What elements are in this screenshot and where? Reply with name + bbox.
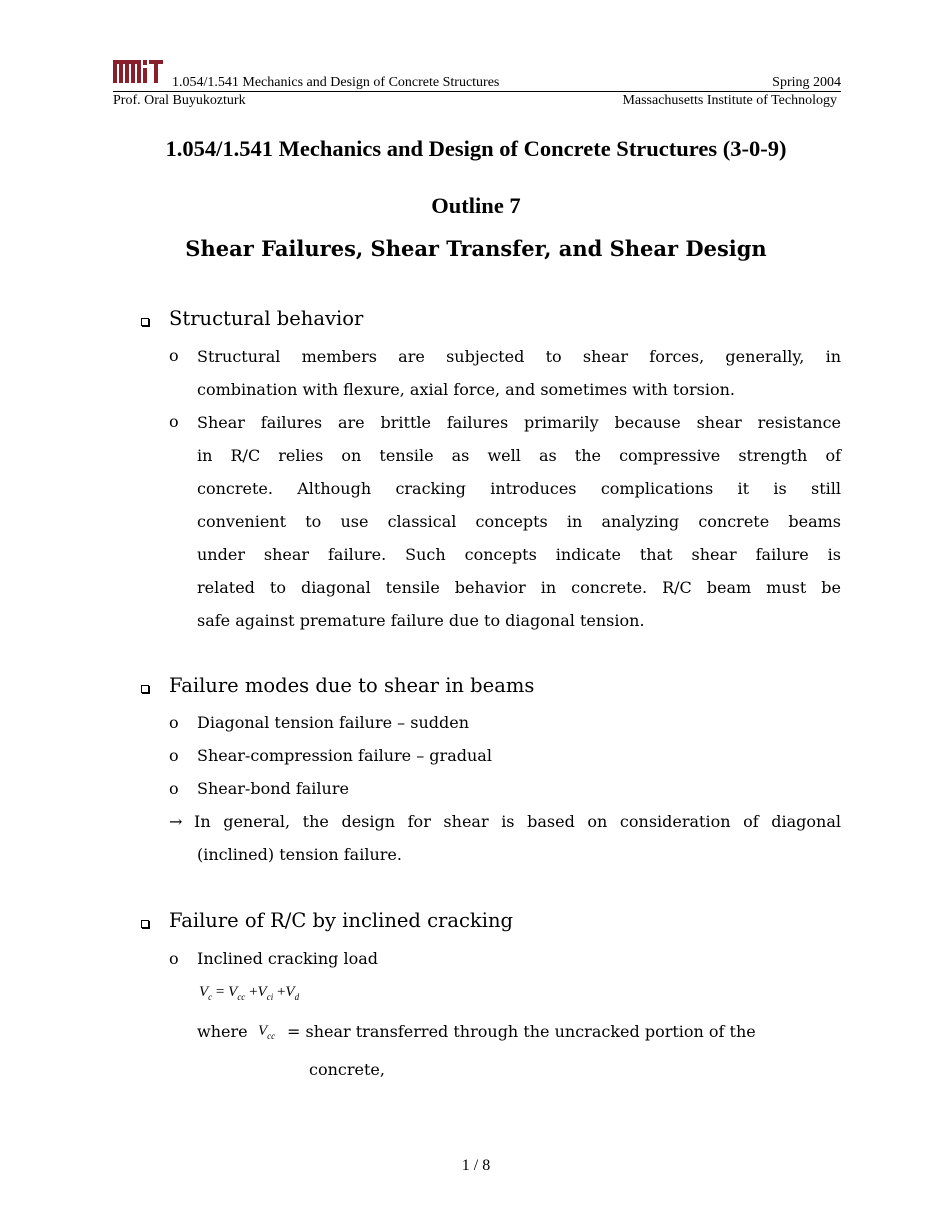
inclined-cracking-equation: $V_c = V_{cc} +V_{ci} +V_d$ [199,984,300,1002]
square-bullet-icon [141,685,149,693]
square-bullet-icon [141,920,149,928]
bullet-text: Shear-compression failure – gradual [197,746,492,765]
paragraph-line: Shear failures are brittle failures primarily because shear resistance [197,413,841,432]
square-bullet-icon [141,318,149,326]
outline-number: Outline 7 [431,193,521,218]
where-symbol: $V_{cc}$ [258,1023,276,1041]
circle-bullet-icon: o [169,949,179,968]
bullet-text: Inclined cracking load [197,949,379,968]
paragraph-line: Structural members are subjected to shear forces, generally, in [197,347,841,366]
arrow-note-line: In general, the design for shear is based on consideration of diagonal [194,812,841,831]
header-institution: Massachusetts Institute of Technology [622,93,837,108]
header-professor: Prof. Oral Buyukozturk [113,93,246,108]
circle-bullet-icon: o [169,713,179,732]
circle-bullet-icon: o [169,346,179,365]
document-subtitle: Shear Failures, Shear Transfer, and Shear Design [185,236,767,261]
header-divider [113,91,841,92]
paragraph-line: in R/C relies on tensile as well as the compressive strength of [197,446,841,465]
where-definition: = shear transferred through the uncracked portion of the [287,1022,756,1041]
circle-bullet-icon: o [169,779,179,798]
paragraph-line: concrete. Although cracking introduces complications it is still [197,479,841,498]
paragraph-line: under shear failure. Such concepts indicate that shear failure is [197,545,841,564]
section-heading: Failure modes due to shear in beams [169,674,535,697]
header-term: Spring 2004 [772,75,841,90]
bullet-text: Shear-bond failure [197,779,349,798]
bullet-paragraph [197,406,841,637]
bullet-paragraph [197,340,841,406]
page-number: 1 / 8 [461,1157,491,1174]
paragraph-line: combination with flexure, axial force, and sometimes with torsion. [197,380,735,399]
bullet-text: Diagonal tension failure – sudden [197,713,470,732]
section-heading: Structural behavior [169,307,364,330]
where-definition-cont: concrete, [309,1060,385,1079]
section-heading: Failure of R/C by inclined cracking [169,909,514,932]
arrow-right-icon: → [169,812,183,831]
document-title: 1.054/1.541 Mechanics and Design of Concrete Structures (3-0-9) [165,136,787,161]
circle-bullet-icon: o [169,412,179,431]
paragraph-line: safe against premature failure due to diagonal tension. [197,611,645,630]
where-prefix: where [197,1022,248,1041]
mit-logo [113,60,163,83]
circle-bullet-icon: o [169,746,179,765]
paragraph-line: related to diagonal tensile behavior in concrete. R/C beam must be [197,578,841,597]
arrow-note-line: (inclined) tension failure. [197,845,402,864]
paragraph-line: convenient to use classical concepts in analyzing concrete beams [197,512,841,531]
header-course: 1.054/1.541 Mechanics and Design of Concrete Structures [172,75,500,90]
